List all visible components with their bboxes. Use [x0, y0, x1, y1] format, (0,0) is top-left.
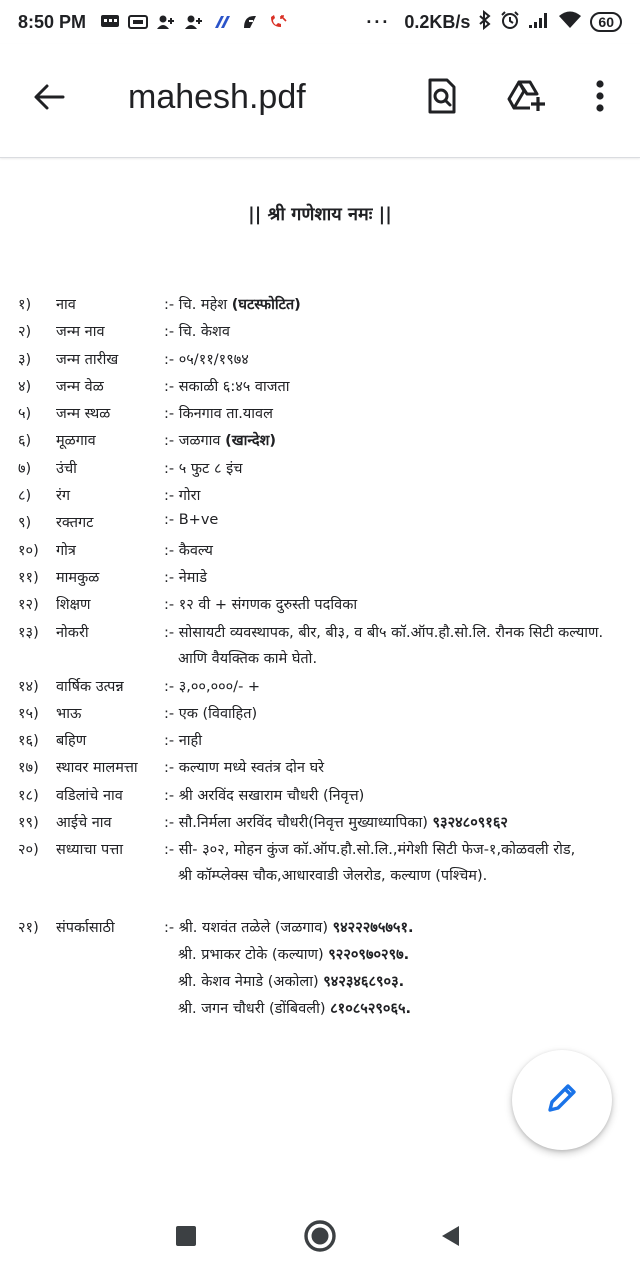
home-circle-icon [303, 1219, 337, 1257]
field-value-continued: आणि वैयक्तिक कामे घेतो. [178, 650, 318, 667]
app-icon [240, 14, 260, 30]
back-arrow-icon [33, 83, 65, 115]
field-row [0, 703, 640, 730]
field-value-text: :- ०५/११/१९७४ [164, 351, 249, 368]
field-number: ३) [18, 351, 32, 368]
field-label: संपर्कासाठी [56, 920, 115, 937]
status-bar [0, 0, 640, 44]
contact-line [178, 971, 404, 991]
edit-pencil-icon [544, 1080, 580, 1120]
contact-phone: ८१०८५२९०६५. [330, 1001, 412, 1018]
app-bar [0, 44, 640, 158]
contact-line [178, 944, 409, 964]
add-to-drive-button[interactable] [500, 74, 552, 122]
alarm-icon [500, 10, 520, 35]
field-value [164, 757, 324, 777]
field-value-text: :- नाही [164, 733, 202, 750]
field-label: वार्षिक उत्पन्न [56, 678, 124, 695]
field-label: भाऊ [56, 705, 82, 722]
field-row [0, 485, 640, 512]
field-row [0, 757, 640, 784]
field-value-emphasis: ९३२४८०९१६२ [432, 815, 508, 832]
field-number: १२) [18, 597, 39, 614]
add-user-icon [184, 14, 204, 30]
field-label: नाव [56, 297, 76, 313]
field-value [164, 812, 508, 832]
edit-button[interactable] [512, 1050, 612, 1150]
field-label: उंची [56, 460, 77, 477]
field-value [164, 430, 276, 450]
field-value-text: :- सी- ३०२, मोहन कुंज कॉ.ऑप.हौ.सो.लि.,मंगेशी सिटी फेज-१,कोळवली रोड, [164, 842, 576, 859]
field-value-text: :- श्री अरविंद सखाराम चौधरी (निवृत्त) [164, 787, 365, 804]
field-value [164, 594, 357, 614]
field-row [0, 430, 640, 457]
missed-call-icon [268, 14, 288, 30]
contact-phone: ९२२०९७०२९७. [328, 947, 410, 964]
contact-block [0, 917, 640, 1037]
status-right [366, 10, 622, 35]
field-label: मामकुळ [56, 569, 100, 586]
navigation-bar [0, 1196, 640, 1280]
field-value [164, 321, 230, 341]
field-value-text: :- सकाळी ६:४५ वाजता [164, 378, 290, 395]
signal-icon [528, 11, 550, 34]
battery-level: 60 [598, 14, 614, 30]
field-value-text: :- ५ फुट ८ इंच [164, 460, 243, 477]
more-options-button[interactable] [580, 74, 620, 122]
contact-name: :- श्री. यशवंत तळेले (जळगाव) [164, 920, 328, 937]
document-heading: || श्री गणेशाय नमः || [248, 204, 392, 225]
field-row [0, 458, 640, 485]
field-label: स्थावर मालमत्ता [56, 760, 138, 777]
field-number: ९) [18, 515, 32, 532]
field-number: ११) [18, 569, 39, 586]
more-notifications: ··· [366, 11, 391, 32]
field-label: आईचे नाव [56, 815, 112, 832]
wifi-icon [558, 11, 582, 34]
field-row [0, 403, 640, 430]
field-value-text: :- B+ve [164, 512, 219, 529]
field-label: बहिण [56, 733, 87, 750]
field-number: २१) [18, 920, 39, 937]
field-row [0, 376, 640, 403]
field-number: १८) [18, 787, 39, 804]
field-label: जन्म तारीख [56, 351, 119, 368]
field-number: ७) [18, 460, 32, 477]
field-label: शिक्षण [56, 597, 91, 614]
recents-square-icon [175, 1225, 197, 1251]
field-value-text: :- चि. महेश [164, 297, 228, 313]
field-value-emphasis: (घटस्फोटित) [231, 297, 301, 313]
field-number: ८) [18, 488, 32, 505]
system-back-button[interactable] [428, 1218, 472, 1258]
field-number: २) [18, 324, 32, 341]
field-row [0, 676, 640, 703]
home-button[interactable] [298, 1218, 342, 1258]
field-value-text: :- सौ.निर्मला अरविंद चौधरी(निवृत्त मुख्याध्यापिका) [164, 815, 428, 832]
field-number: १९) [18, 815, 39, 832]
network-speed: 0.2KB/s [404, 11, 471, 32]
field-value-text: :- १२ वी + संगणक दुरुस्ती पदविका [164, 597, 358, 614]
contact-phone: ९४२३४६८९०३. [323, 974, 405, 991]
pdf-page [0, 160, 640, 1200]
field-value [164, 512, 218, 528]
field-number: १३) [18, 624, 39, 641]
field-value-continued: श्री कॉम्प्लेक्स चौक,आधारवाडी जेलरोड, कल्याण (पश्चिम). [178, 868, 488, 885]
field-row [0, 349, 640, 376]
field-value [164, 349, 249, 369]
field-value-emphasis: (खान्देश) [225, 433, 277, 450]
field-value [164, 839, 575, 859]
field-row [0, 839, 640, 893]
field-value-text: :- नेमाडे [164, 569, 207, 586]
field-value-text: :- एक (विवाहित) [164, 705, 258, 722]
field-value-text: :- कल्याण मध्ये स्वतंत्र दोन घरे [164, 760, 325, 777]
field-number: १५) [18, 705, 39, 722]
field-value-text: :- जळगाव [164, 433, 221, 450]
field-value [164, 485, 200, 505]
field-value [164, 458, 242, 478]
field-value-text: :- ३,००,०००/- + [164, 678, 261, 695]
field-row [0, 294, 640, 321]
field-number: १०) [18, 542, 39, 559]
field-value-text: :- चि. केशव [164, 324, 230, 341]
field-value [164, 294, 301, 314]
biodata-fields [0, 294, 640, 1037]
field-label: रक्तगट [56, 515, 94, 532]
add-to-drive-icon [506, 79, 546, 117]
recents-button[interactable] [164, 1218, 208, 1258]
status-time: 8:50 PM [18, 11, 87, 32]
field-row [0, 730, 640, 757]
field-row [0, 567, 640, 594]
more-vert-icon [595, 79, 605, 117]
field-row [0, 785, 640, 812]
field-number: १) [18, 297, 32, 313]
field-label: जन्म स्थळ [56, 406, 111, 423]
contact-name: श्री. प्रभाकर टोके (कल्याण) [178, 947, 324, 964]
field-value-text: :- सोसायटी व्यवस्थापक, बीर, बी३, व बी५ कॉ.ऑप.हौ.सो.लि. रौनक सिटी कल्याण. [164, 624, 604, 641]
field-label: जन्म नाव [56, 324, 105, 341]
field-label: सध्याचा पत्ता [56, 842, 124, 859]
message-icon [100, 14, 120, 30]
field-label: जन्म वेळ [56, 378, 104, 395]
field-value [164, 376, 290, 396]
field-value [164, 540, 213, 560]
field-row [0, 540, 640, 567]
field-value-text: :- गोरा [164, 488, 201, 505]
field-row [0, 812, 640, 839]
field-value [164, 567, 207, 587]
back-button[interactable] [26, 76, 72, 122]
field-value [164, 622, 603, 642]
field-number: १६) [18, 733, 39, 750]
search-icon [427, 78, 457, 118]
contact-line [164, 917, 414, 937]
field-number: ५) [18, 406, 32, 423]
field-label: मूळगाव [56, 433, 96, 450]
field-label: नोकरी [56, 624, 89, 641]
field-number: ४) [18, 378, 32, 395]
field-number: २०) [18, 842, 39, 859]
battery-icon [590, 12, 622, 32]
field-value [164, 703, 257, 723]
contact-name: श्री. केशव नेमाडे (अकोला) [178, 974, 319, 991]
field-label: रंग [56, 488, 71, 505]
vpn-icon [212, 14, 232, 30]
field-number: १४) [18, 678, 39, 695]
find-in-document-button[interactable] [418, 74, 466, 122]
field-row [0, 512, 640, 539]
field-row [0, 321, 640, 348]
field-value [164, 676, 260, 696]
field-row [0, 622, 640, 676]
field-value [164, 785, 364, 805]
contact-name: श्री. जगन चौधरी (डोंबिवली) [178, 1001, 326, 1018]
contact-line [178, 998, 411, 1018]
field-label: गोत्र [56, 542, 76, 559]
field-value-text: :- किनगाव ता.यावल [164, 406, 273, 423]
field-number: ६) [18, 433, 32, 450]
back-triangle-icon [439, 1224, 461, 1252]
field-number: १७) [18, 760, 39, 777]
notification-icons [100, 14, 288, 30]
field-value [164, 403, 273, 423]
field-label: वडिलांचे नाव [56, 787, 123, 804]
add-user-icon [156, 14, 176, 30]
field-row [0, 594, 640, 621]
document-title: mahesh.pdf [128, 78, 306, 116]
media-icon [128, 14, 148, 30]
field-value-text: :- कैवल्य [164, 542, 213, 559]
bluetooth-icon [478, 10, 492, 35]
field-value [164, 730, 202, 750]
contact-phone: ९४२२२७५७५१. [332, 920, 414, 937]
